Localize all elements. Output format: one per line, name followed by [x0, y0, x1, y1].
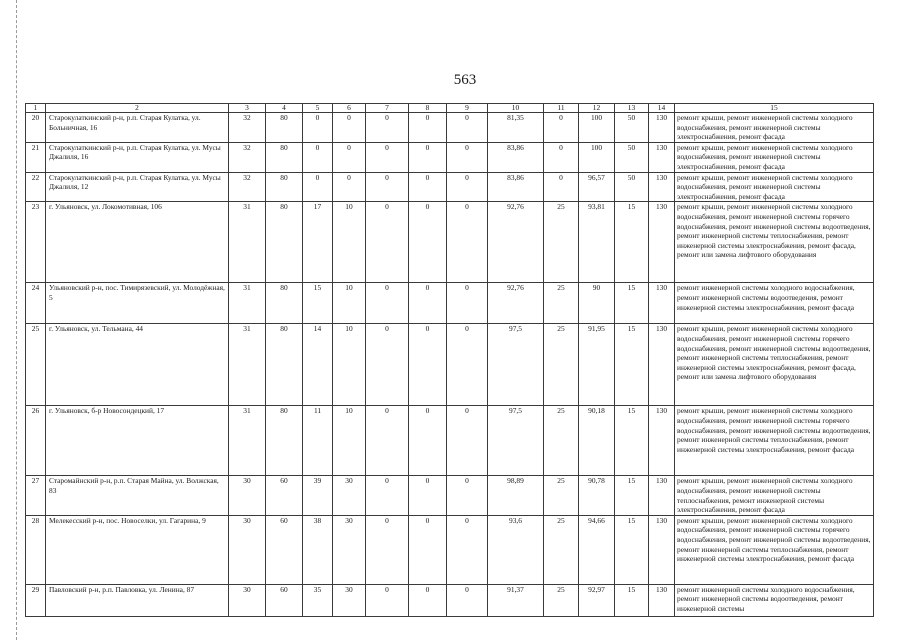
col-14-cell: 130 [649, 324, 675, 406]
repair-works-cell: ремонт крыши, ремонт инженерной системы холодного водоснабжения, ремонт инженерной системы электроснабжения, ремонт фасада [675, 172, 874, 202]
column-number-3: 3 [229, 104, 266, 113]
col-8-cell: 0 [409, 584, 447, 616]
row-number-cell: 27 [26, 476, 46, 515]
col-5-cell: 15 [303, 283, 333, 324]
col-12-cell: 90 [579, 283, 615, 324]
col-11-cell: 25 [544, 324, 579, 406]
col-11-cell: 0 [544, 172, 579, 202]
column-number-2: 2 [46, 104, 229, 113]
col-7-cell: 0 [366, 113, 409, 143]
col-8-cell: 0 [409, 113, 447, 143]
col-12-cell: 90,78 [579, 476, 615, 515]
col-14-cell: 130 [649, 202, 675, 283]
repair-works-cell: ремонт крыши, ремонт инженерной системы холодного водоснабжения, ремонт инженерной системы горячего водоснабжения, ремонт инженерной системы водоотведения, ремонт инженерной системы теплоснабжения, ремонт инженерной системы электроснабжения, ремонт фасада, ремонт или замена лифтового оборудования [675, 324, 874, 406]
col-12-cell: 91,95 [579, 324, 615, 406]
col-6-cell: 30 [333, 515, 366, 584]
column-number-8: 8 [409, 104, 447, 113]
header-row [26, 104, 874, 113]
col-7-cell: 0 [366, 202, 409, 283]
col-4-cell: 80 [266, 283, 303, 324]
col-5-cell: 0 [303, 113, 333, 143]
repair-works-cell: ремонт инженерной системы холодного водоснабжения, ремонт инженерной системы водоотведения, ремонт инженерной системы [675, 584, 874, 616]
col-3-cell: 30 [229, 584, 266, 616]
col-8-cell: 0 [409, 476, 447, 515]
row-number-cell: 22 [26, 172, 46, 202]
col-9-cell: 0 [447, 202, 488, 283]
address-cell: Старомайнский р-н, р.п. Старая Майна, ул. Волжская, 83 [46, 476, 229, 515]
col-5-cell: 38 [303, 515, 333, 584]
table-row [26, 142, 874, 172]
col-13-cell: 15 [615, 515, 649, 584]
col-7-cell: 0 [366, 142, 409, 172]
col-4-cell: 80 [266, 324, 303, 406]
col-10-cell: 93,6 [488, 515, 544, 584]
row-number-cell: 29 [26, 584, 46, 616]
address-cell: Старокулаткинский р-н, р.п. Старая Кулатка, ул. Мусы Джалиля, 16 [46, 142, 229, 172]
col-3-cell: 32 [229, 172, 266, 202]
col-3-cell: 31 [229, 283, 266, 324]
col-8-cell: 0 [409, 202, 447, 283]
col-7-cell: 0 [366, 476, 409, 515]
col-5-cell: 11 [303, 406, 333, 476]
table-row [26, 476, 874, 515]
col-5-cell: 0 [303, 172, 333, 202]
col-12-cell: 96,57 [579, 172, 615, 202]
col-10-cell: 97,5 [488, 406, 544, 476]
col-3-cell: 32 [229, 142, 266, 172]
column-number-12: 12 [579, 104, 615, 113]
col-5-cell: 14 [303, 324, 333, 406]
col-8-cell: 0 [409, 142, 447, 172]
col-11-cell: 25 [544, 476, 579, 515]
address-cell: Старокулаткинский р-н, р.п. Старая Кулатка, ул. Больничная, 16 [46, 113, 229, 143]
col-7-cell: 0 [366, 324, 409, 406]
col-14-cell: 130 [649, 476, 675, 515]
col-6-cell: 10 [333, 202, 366, 283]
col-9-cell: 0 [447, 406, 488, 476]
col-14-cell: 130 [649, 584, 675, 616]
col-4-cell: 80 [266, 406, 303, 476]
address-cell: Павловский р-н, р.п. Павловка, ул. Ленина, 87 [46, 584, 229, 616]
col-14-cell: 130 [649, 142, 675, 172]
col-6-cell: 10 [333, 324, 366, 406]
table-row [26, 283, 874, 324]
col-4-cell: 80 [266, 172, 303, 202]
col-13-cell: 15 [615, 406, 649, 476]
table-row [26, 172, 874, 202]
table-row [26, 406, 874, 476]
col-12-cell: 94,66 [579, 515, 615, 584]
col-5-cell: 17 [303, 202, 333, 283]
col-6-cell: 0 [333, 113, 366, 143]
col-8-cell: 0 [409, 324, 447, 406]
col-3-cell: 31 [229, 202, 266, 283]
col-10-cell: 92,76 [488, 202, 544, 283]
repair-works-cell: ремонт крыши, ремонт инженерной системы холодного водоснабжения, ремонт инженерной системы электроснабжения, ремонт фасада [675, 142, 874, 172]
col-14-cell: 130 [649, 283, 675, 324]
table-row [26, 202, 874, 283]
col-6-cell: 10 [333, 406, 366, 476]
col-8-cell: 0 [409, 283, 447, 324]
row-number-cell: 25 [26, 324, 46, 406]
col-8-cell: 0 [409, 172, 447, 202]
column-number-15: 15 [675, 104, 874, 113]
col-11-cell: 0 [544, 142, 579, 172]
col-4-cell: 60 [266, 515, 303, 584]
row-number-cell: 24 [26, 283, 46, 324]
row-number-cell: 28 [26, 515, 46, 584]
col-10-cell: 91,37 [488, 584, 544, 616]
address-cell: г. Ульяновск, ул. Локомотивная, 106 [46, 202, 229, 283]
col-7-cell: 0 [366, 283, 409, 324]
col-6-cell: 0 [333, 142, 366, 172]
col-3-cell: 30 [229, 476, 266, 515]
col-7-cell: 0 [366, 584, 409, 616]
col-8-cell: 0 [409, 406, 447, 476]
col-5-cell: 39 [303, 476, 333, 515]
row-number-cell: 20 [26, 113, 46, 143]
column-number-1: 1 [26, 104, 46, 113]
col-3-cell: 31 [229, 324, 266, 406]
capital-repair-table [25, 103, 874, 617]
address-cell: г. Ульяновск, ул. Тельмана, 44 [46, 324, 229, 406]
col-13-cell: 15 [615, 476, 649, 515]
table-row [26, 584, 874, 616]
table-row [26, 515, 874, 584]
col-10-cell: 83,86 [488, 142, 544, 172]
binding-margin-line [16, 0, 18, 640]
col-3-cell: 31 [229, 406, 266, 476]
column-number-5: 5 [303, 104, 333, 113]
column-number-6: 6 [333, 104, 366, 113]
col-12-cell: 100 [579, 113, 615, 143]
col-10-cell: 81,35 [488, 113, 544, 143]
col-11-cell: 25 [544, 515, 579, 584]
col-5-cell: 35 [303, 584, 333, 616]
col-13-cell: 15 [615, 283, 649, 324]
col-14-cell: 130 [649, 515, 675, 584]
col-9-cell: 0 [447, 172, 488, 202]
col-13-cell: 15 [615, 584, 649, 616]
table-row [26, 324, 874, 406]
col-4-cell: 60 [266, 476, 303, 515]
col-14-cell: 130 [649, 113, 675, 143]
col-6-cell: 10 [333, 283, 366, 324]
col-10-cell: 98,89 [488, 476, 544, 515]
col-7-cell: 0 [366, 515, 409, 584]
repair-works-cell: ремонт крыши, ремонт инженерной системы холодного водоснабжения, ремонт инженерной системы горячего водоснабжения, ремонт инженерной системы водоотведения, ремонт инженерной системы теплоснабжения, ремонт инженерной системы электроснабжения, ремонт фасада [675, 406, 874, 476]
col-13-cell: 15 [615, 202, 649, 283]
col-12-cell: 100 [579, 142, 615, 172]
column-number-4: 4 [266, 104, 303, 113]
column-number-11: 11 [544, 104, 579, 113]
col-9-cell: 0 [447, 515, 488, 584]
col-4-cell: 60 [266, 584, 303, 616]
col-7-cell: 0 [366, 406, 409, 476]
col-9-cell: 0 [447, 324, 488, 406]
col-6-cell: 30 [333, 584, 366, 616]
col-13-cell: 15 [615, 324, 649, 406]
col-6-cell: 0 [333, 172, 366, 202]
repair-works-cell: ремонт крыши, ремонт инженерной системы холодного водоснабжения, ремонт инженерной системы горячего водоснабжения, ремонт инженерной системы водоотведения, ремонт инженерной системы теплоснабжения, ремонт инженерной системы электроснабжения, ремонт фасада [675, 515, 874, 584]
row-number-cell: 23 [26, 202, 46, 283]
col-6-cell: 30 [333, 476, 366, 515]
col-8-cell: 0 [409, 515, 447, 584]
col-11-cell: 25 [544, 283, 579, 324]
row-number-cell: 21 [26, 142, 46, 172]
col-12-cell: 90,18 [579, 406, 615, 476]
column-number-7: 7 [366, 104, 409, 113]
col-13-cell: 50 [615, 172, 649, 202]
col-12-cell: 92,97 [579, 584, 615, 616]
col-9-cell: 0 [447, 142, 488, 172]
col-4-cell: 80 [266, 113, 303, 143]
address-cell: Старокулаткинский р-н, р.п. Старая Кулатка, ул. Мусы Джалиля, 12 [46, 172, 229, 202]
col-5-cell: 0 [303, 142, 333, 172]
repair-works-cell: ремонт инженерной системы холодного водоснабжения, ремонт инженерной системы водоотведения, ремонт инженерной системы электроснабжения, ремонт фасада [675, 283, 874, 324]
column-number-9: 9 [447, 104, 488, 113]
col-12-cell: 93,81 [579, 202, 615, 283]
col-10-cell: 83,86 [488, 172, 544, 202]
address-cell: г. Ульяновск, б-р Новосондецкий, 17 [46, 406, 229, 476]
col-11-cell: 25 [544, 584, 579, 616]
row-number-cell: 26 [26, 406, 46, 476]
col-11-cell: 25 [544, 406, 579, 476]
col-9-cell: 0 [447, 476, 488, 515]
repair-works-cell: ремонт крыши, ремонт инженерной системы холодного водоснабжения, ремонт инженерной системы теплоснабжения, ремонт инженерной системы электроснабжения, ремонт фасада [675, 476, 874, 515]
repair-works-cell: ремонт крыши, ремонт инженерной системы холодного водоснабжения, ремонт инженерной системы электроснабжения, ремонт фасада [675, 113, 874, 143]
col-14-cell: 130 [649, 172, 675, 202]
address-cell: Мелекесский р-н, пос. Новоселки, ул. Гагарина, 9 [46, 515, 229, 584]
col-14-cell: 130 [649, 406, 675, 476]
column-number-13: 13 [615, 104, 649, 113]
col-13-cell: 50 [615, 113, 649, 143]
col-9-cell: 0 [447, 113, 488, 143]
column-number-10: 10 [488, 104, 544, 113]
column-number-14: 14 [649, 104, 675, 113]
col-3-cell: 32 [229, 113, 266, 143]
col-11-cell: 0 [544, 113, 579, 143]
col-3-cell: 30 [229, 515, 266, 584]
table-row [26, 113, 874, 143]
col-9-cell: 0 [447, 283, 488, 324]
col-13-cell: 50 [615, 142, 649, 172]
repair-works-cell: ремонт крыши, ремонт инженерной системы холодного водоснабжения, ремонт инженерной системы горячего водоснабжения, ремонт инженерной системы водоотведения, ремонт инженерной системы теплоснабжения, ремонт инженерной системы электроснабжения, ремонт фасада, ремонт или замена лифтового оборудования [675, 202, 874, 283]
col-4-cell: 80 [266, 142, 303, 172]
address-cell: Ульяновский р-н, пос. Тимирязевский, ул. Молодёжная, 5 [46, 283, 229, 324]
col-10-cell: 97,5 [488, 324, 544, 406]
col-10-cell: 92,76 [488, 283, 544, 324]
page-number: 563 [453, 72, 477, 88]
col-7-cell: 0 [366, 172, 409, 202]
col-11-cell: 25 [544, 202, 579, 283]
col-4-cell: 80 [266, 202, 303, 283]
col-9-cell: 0 [447, 584, 488, 616]
